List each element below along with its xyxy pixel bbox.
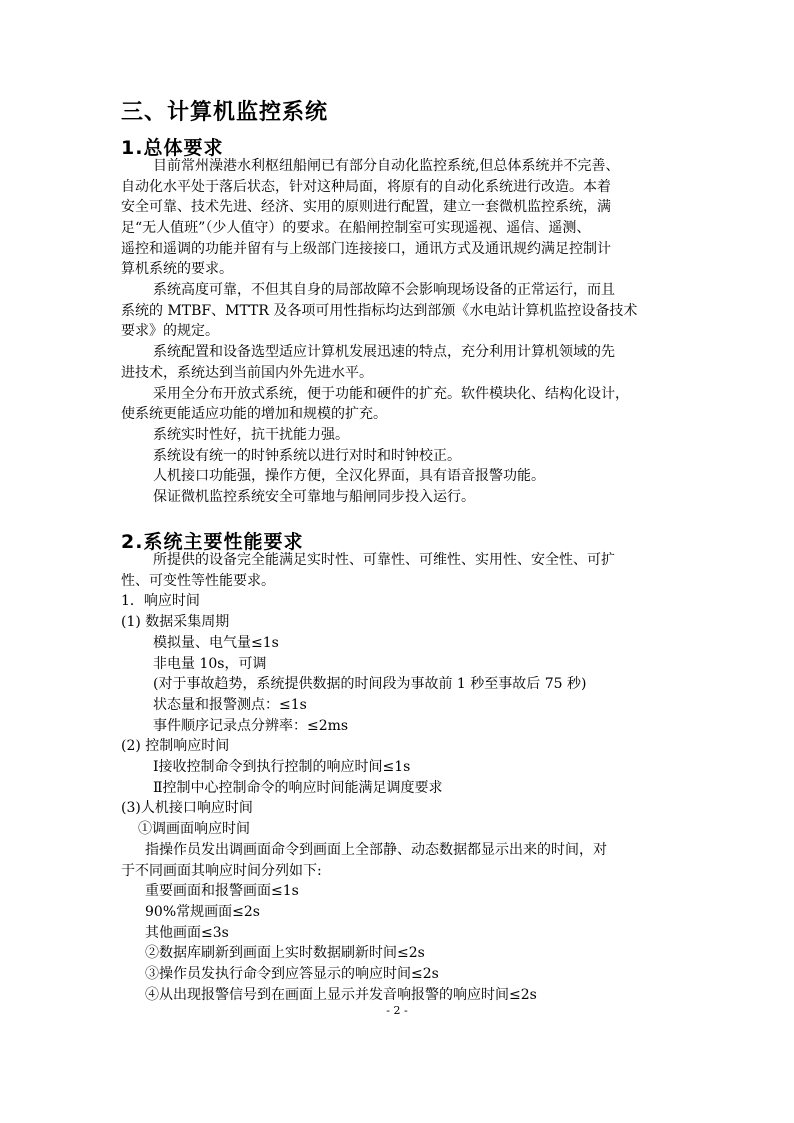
paragraph-line: 要求》的规定。 [121, 323, 219, 340]
list-item: 事件顺序记录点分辨率：≤2ms [153, 717, 349, 734]
paragraph-line: 系统设有统一的时钟系统以进行对时和时钟校正。 [153, 447, 461, 464]
list-item: 其他画面≤3s [145, 924, 229, 941]
paragraph-line: 安全可靠、技术先进、经济、实用的原则进行配置，建立一套微机监控系统，满 [121, 199, 611, 216]
paragraph-line: 人机接口功能强，操作方便，全汉化界面，具有语音报警功能。 [153, 468, 545, 485]
paragraph-line: 遥控和遥调的功能并留有与上级部门连接接口，通讯方式及通讯规约满足控制计 [121, 240, 611, 257]
list-item: Ⅱ控制中心控制命令的响应时间能满足调度要求 [153, 779, 443, 796]
list-item: (3)人机接口响应时间 [121, 800, 253, 817]
paragraph-line: 自动化水平处于落后状态，针对这种局面，将原有的自动化系统进行改造。本着 [121, 178, 611, 195]
paragraph-line: 进技术，系统达到当前国内外先进水平。 [121, 364, 373, 381]
list-item: 非电量 10s，可调 [153, 655, 267, 672]
paragraph-line: 指操作员发出调画面命令到画面上全部静、动态数据都显示出来的时间，对 [145, 841, 607, 858]
list-item: ②数据库刷新到画面上实时数据刷新时间≤2s [145, 945, 425, 962]
paragraph-line: 性、可变性等性能要求。 [121, 572, 275, 589]
paragraph-line: 系统的 MTBF、MTTR 及各项可用性指标均达到部颁《水电站计算机监控设备技术 [121, 302, 638, 319]
paragraph-line: 足“无人值班”（少人值守）的要求。在船闸控制室可实现遥视、遥信、遥测、 [121, 219, 591, 236]
list-item: 重要画面和报警画面≤1s [145, 883, 299, 900]
list-item: 模拟量、电气量≤1s [153, 634, 279, 651]
section-heading-overall: 1.总体要求 [121, 137, 224, 160]
list-item: 90%常规画面≤2s [145, 903, 260, 920]
list-item: Ⅰ接收控制命令到执行控制的响应时间≤1s [153, 759, 411, 775]
paragraph-line: 使系统更能适应功能的增加和规模的扩充。 [121, 406, 387, 423]
list-item: ①调画面响应时间 [138, 821, 250, 838]
paragraph-line: 系统配置和设备选型适应计算机发展迅速的特点，充分利用计算机领域的先 [153, 344, 615, 361]
list-item: (对于事故趋势，系统提供数据的时间段为事故前 1 秒至事故后 75 秒) [153, 676, 587, 693]
chapter-heading: 三、计算机监控系统 [121, 99, 329, 125]
paragraph-line: 所提供的设备完全能满足实时性、可靠性、可维性、实用性、安全性、可扩 [153, 552, 615, 568]
section-heading-performance: 2.系统主要性能要求 [121, 530, 304, 553]
list-item: 状态量和报警测点：≤1s [153, 696, 307, 713]
list-item: ④从出现报警信号到在画面上显示并发音响报警的响应时间≤2s [145, 986, 537, 1003]
paragraph-line: 保证微机监控系统安全可靠地与船闸同步投入运行。 [153, 489, 475, 505]
paragraph-line: 采用全分布开放式系统，便于功能和硬件的扩充。软件模块化、结构化设计， [153, 385, 629, 402]
list-item: (1) 数据采集周期 [121, 614, 230, 631]
page-number: - 2 - [386, 1003, 408, 1017]
paragraph-line: 系统实时性好，抗干扰能力强。 [153, 426, 349, 443]
paragraph-line: 目前常州澡港水利枢纽船闸已有部分自动化监控系统,但总体系统并不完善、 [153, 157, 620, 174]
list-item: ③操作员发执行命令到应答显示的响应时间≤2s [145, 966, 439, 982]
paragraph-line: 于不同画面其响应时间分列如下: [121, 862, 322, 879]
paragraph-line: 算机系统的要求。 [121, 261, 233, 278]
list-item: (2) 控制响应时间 [121, 738, 230, 755]
paragraph-line: 系统高度可靠，不但其自身的局部故障不会影响现场设备的正常运行，而且 [153, 282, 615, 298]
list-item: 1．响应时间 [121, 593, 200, 610]
